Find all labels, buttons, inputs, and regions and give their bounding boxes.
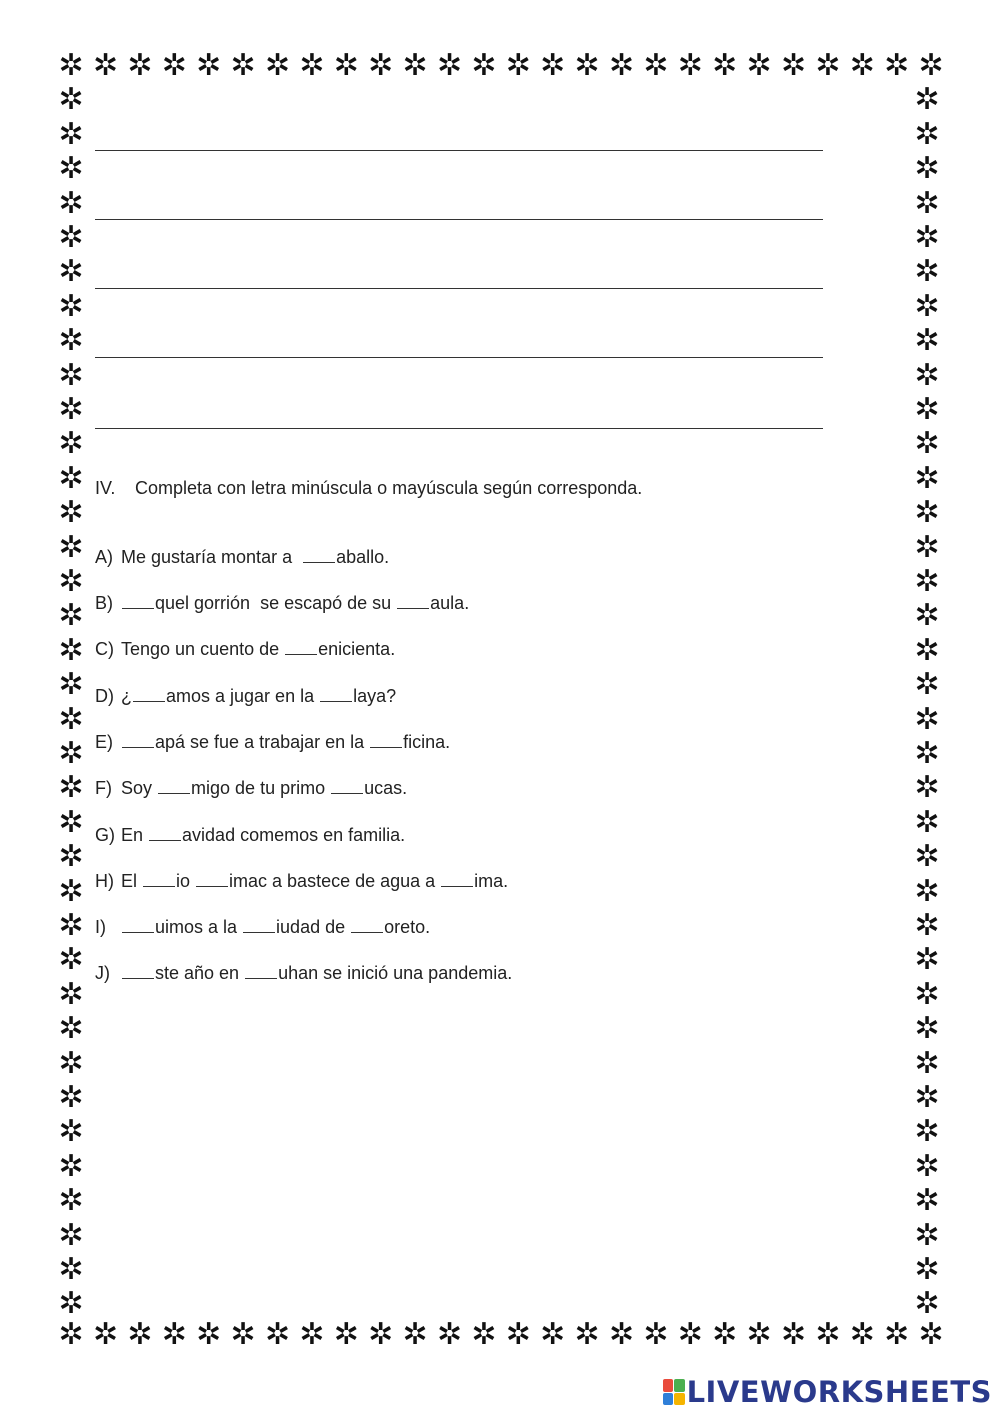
border-star-icon: ✲ bbox=[914, 460, 940, 496]
border-star-icon: ✲ bbox=[914, 701, 940, 737]
border-star-icon: ✲ bbox=[677, 1317, 703, 1352]
item-text: uimos a la bbox=[155, 917, 243, 937]
border-star-icon: ✲ bbox=[884, 48, 910, 83]
border-star-icon: ✲ bbox=[914, 770, 940, 806]
border-star-icon: ✲ bbox=[914, 288, 940, 324]
border-star-icon: ✲ bbox=[58, 1252, 84, 1287]
item-letter: B) bbox=[95, 593, 113, 613]
exercise-item bbox=[95, 639, 395, 660]
border-star-icon: ✲ bbox=[914, 736, 940, 771]
blank-field[interactable] bbox=[351, 918, 383, 933]
answer-line[interactable] bbox=[95, 288, 823, 289]
border-star-icon: ✲ bbox=[746, 1317, 772, 1352]
item-letter: H) bbox=[95, 871, 114, 891]
border-star-icon: ✲ bbox=[196, 48, 222, 83]
border-star-icon: ✲ bbox=[58, 220, 84, 255]
item-letter: C) bbox=[95, 639, 114, 659]
blank-field[interactable] bbox=[285, 640, 317, 655]
item-text: aballo. bbox=[336, 547, 390, 567]
exercise-item bbox=[95, 871, 508, 892]
border-star-icon: ✲ bbox=[914, 942, 940, 978]
blank-field[interactable] bbox=[133, 687, 165, 702]
border-star-icon: ✲ bbox=[58, 1217, 84, 1253]
border-star-icon: ✲ bbox=[815, 1317, 841, 1352]
item-letter: G) bbox=[95, 825, 115, 845]
blank-field[interactable] bbox=[196, 872, 228, 887]
border-star-icon: ✲ bbox=[914, 392, 940, 427]
border-star-icon: ✲ bbox=[914, 564, 940, 599]
blank-field[interactable] bbox=[397, 594, 429, 609]
border-star-icon: ✲ bbox=[914, 839, 940, 875]
exercise-item bbox=[95, 593, 469, 614]
item-text: ficina. bbox=[403, 732, 451, 752]
border-star-icon: ✲ bbox=[58, 48, 84, 83]
blank-field[interactable] bbox=[122, 918, 154, 933]
border-star-icon: ✲ bbox=[368, 48, 394, 83]
border-star-icon: ✲ bbox=[914, 357, 940, 393]
exercise-item bbox=[95, 825, 405, 846]
liveworksheets-logo bbox=[663, 1375, 992, 1409]
border-star-icon: ✲ bbox=[780, 1317, 806, 1352]
border-star-icon: ✲ bbox=[299, 1317, 325, 1352]
item-text: oreto. bbox=[384, 917, 431, 937]
border-star-icon: ✲ bbox=[914, 908, 940, 943]
blank-field[interactable] bbox=[122, 733, 154, 748]
blank-field[interactable] bbox=[149, 826, 181, 841]
answer-line[interactable] bbox=[95, 219, 823, 220]
border-star-icon: ✲ bbox=[58, 736, 84, 771]
exercise-item bbox=[95, 963, 512, 984]
border-star-icon: ✲ bbox=[643, 1317, 669, 1352]
border-star-icon: ✲ bbox=[914, 873, 940, 909]
exercise-item bbox=[95, 732, 450, 753]
border-star-icon: ✲ bbox=[58, 288, 84, 324]
item-letter: J) bbox=[95, 963, 110, 983]
border-star-icon: ✲ bbox=[608, 1317, 634, 1352]
border-star-icon: ✲ bbox=[58, 82, 84, 118]
exercise-item bbox=[95, 686, 396, 707]
border-star-icon: ✲ bbox=[58, 804, 84, 840]
border-star-icon: ✲ bbox=[914, 632, 940, 668]
border-star-icon: ✲ bbox=[914, 598, 940, 634]
item-text: imac a bastece de agua a bbox=[229, 871, 441, 891]
border-star-icon: ✲ bbox=[127, 1317, 153, 1352]
border-star-icon: ✲ bbox=[914, 220, 940, 255]
border-star-icon: ✲ bbox=[58, 667, 84, 703]
border-star-icon: ✲ bbox=[849, 1317, 875, 1352]
border-star-icon: ✲ bbox=[368, 1317, 394, 1352]
border-star-icon: ✲ bbox=[58, 1148, 84, 1184]
item-text: ima. bbox=[474, 871, 509, 891]
logo-text: LIVEWORKSHEETS bbox=[686, 1375, 992, 1409]
item-text: ste año en bbox=[155, 963, 245, 983]
border-star-icon: ✲ bbox=[58, 1114, 84, 1150]
border-star-icon: ✲ bbox=[780, 48, 806, 83]
border-star-icon: ✲ bbox=[914, 82, 940, 118]
border-star-icon: ✲ bbox=[914, 151, 940, 187]
border-star-icon: ✲ bbox=[914, 1286, 940, 1322]
border-star-icon: ✲ bbox=[299, 48, 325, 83]
item-text: aula. bbox=[430, 593, 470, 613]
border-star-icon: ✲ bbox=[914, 976, 940, 1012]
border-star-icon: ✲ bbox=[58, 185, 84, 221]
border-star-icon: ✲ bbox=[436, 48, 462, 83]
border-star-icon: ✲ bbox=[918, 48, 944, 83]
blank-field[interactable] bbox=[245, 964, 277, 979]
answer-line[interactable] bbox=[95, 357, 823, 358]
border-star-icon: ✲ bbox=[914, 116, 940, 152]
border-star-icon: ✲ bbox=[58, 598, 84, 634]
border-star-icon: ✲ bbox=[196, 1317, 222, 1352]
border-star-icon: ✲ bbox=[58, 151, 84, 187]
border-star-icon: ✲ bbox=[58, 426, 84, 462]
item-text: ucas. bbox=[364, 778, 408, 798]
item-text: En bbox=[121, 825, 149, 845]
item-letter: A) bbox=[95, 547, 113, 567]
border-star-icon: ✲ bbox=[884, 1317, 910, 1352]
section-heading bbox=[95, 478, 642, 499]
border-star-icon: ✲ bbox=[505, 48, 531, 83]
border-star-icon: ✲ bbox=[608, 48, 634, 83]
border-star-icon: ✲ bbox=[914, 1252, 940, 1287]
item-text: Me gustaría montar a bbox=[121, 547, 303, 567]
item-text: migo de tu primo bbox=[191, 778, 331, 798]
blank-field[interactable] bbox=[441, 872, 473, 887]
border-star-icon: ✲ bbox=[436, 1317, 462, 1352]
border-star-icon: ✲ bbox=[914, 1114, 940, 1150]
item-letter: F) bbox=[95, 778, 112, 798]
border-star-icon: ✲ bbox=[914, 1183, 940, 1219]
border-star-icon: ✲ bbox=[914, 1217, 940, 1253]
border-star-icon: ✲ bbox=[92, 48, 118, 83]
item-text: Tengo un cuento de bbox=[121, 639, 285, 659]
border-star-icon: ✲ bbox=[677, 48, 703, 83]
section-instruction: Completa con letra minúscula o mayúscula según corresponda. bbox=[135, 478, 643, 498]
border-star-icon: ✲ bbox=[230, 48, 256, 83]
border-star-icon: ✲ bbox=[914, 323, 940, 359]
answer-line[interactable] bbox=[95, 150, 823, 151]
border-star-icon: ✲ bbox=[914, 1148, 940, 1184]
blank-field[interactable] bbox=[122, 594, 154, 609]
blank-field[interactable] bbox=[143, 872, 175, 887]
border-star-icon: ✲ bbox=[914, 804, 940, 840]
blank-field[interactable] bbox=[243, 918, 275, 933]
blank-field[interactable] bbox=[122, 964, 154, 979]
item-text: avidad comemos en familia. bbox=[182, 825, 406, 845]
border-star-icon: ✲ bbox=[58, 1286, 84, 1322]
border-star-icon: ✲ bbox=[58, 1045, 84, 1081]
item-text: laya? bbox=[353, 686, 397, 706]
border-star-icon: ✲ bbox=[230, 1317, 256, 1352]
border-star-icon: ✲ bbox=[58, 357, 84, 393]
border-star-icon: ✲ bbox=[505, 1317, 531, 1352]
border-star-icon: ✲ bbox=[333, 48, 359, 83]
item-text: apá se fue a trabajar en la bbox=[155, 732, 370, 752]
item-text: uhan se inició una pandemia. bbox=[278, 963, 513, 983]
border-star-icon: ✲ bbox=[58, 873, 84, 909]
border-star-icon: ✲ bbox=[58, 701, 84, 737]
border-star-icon: ✲ bbox=[58, 1011, 84, 1047]
border-star-icon: ✲ bbox=[58, 323, 84, 359]
blank-field[interactable] bbox=[331, 779, 363, 794]
border-star-icon: ✲ bbox=[574, 48, 600, 83]
border-star-icon: ✲ bbox=[92, 1317, 118, 1352]
answer-line[interactable] bbox=[95, 428, 823, 429]
border-star-icon: ✲ bbox=[712, 1317, 738, 1352]
border-star-icon: ✲ bbox=[849, 48, 875, 83]
logo-badge-icon bbox=[663, 1379, 685, 1405]
border-star-icon: ✲ bbox=[712, 48, 738, 83]
border-star-icon: ✲ bbox=[58, 976, 84, 1012]
exercise-item bbox=[95, 547, 389, 568]
border-star-icon: ✲ bbox=[914, 1045, 940, 1081]
border-star-icon: ✲ bbox=[58, 460, 84, 496]
border-star-icon: ✲ bbox=[914, 529, 940, 565]
border-star-icon: ✲ bbox=[574, 1317, 600, 1352]
item-text: Soy bbox=[121, 778, 158, 798]
border-star-icon: ✲ bbox=[58, 392, 84, 427]
border-star-icon: ✲ bbox=[471, 48, 497, 83]
border-star-icon: ✲ bbox=[58, 908, 84, 943]
border-star-icon: ✲ bbox=[161, 1317, 187, 1352]
exercise-item bbox=[95, 917, 430, 938]
border-star-icon: ✲ bbox=[914, 426, 940, 462]
border-star-icon: ✲ bbox=[643, 48, 669, 83]
border-star-icon: ✲ bbox=[914, 1080, 940, 1115]
item-letter: E) bbox=[95, 732, 113, 752]
item-letter: I) bbox=[95, 917, 106, 937]
border-star-icon: ✲ bbox=[746, 48, 772, 83]
border-star-icon: ✲ bbox=[402, 48, 428, 83]
border-star-icon: ✲ bbox=[333, 1317, 359, 1352]
border-star-icon: ✲ bbox=[58, 1183, 84, 1219]
border-star-icon: ✲ bbox=[540, 48, 566, 83]
blank-field[interactable] bbox=[158, 779, 190, 794]
border-star-icon: ✲ bbox=[58, 1317, 84, 1352]
item-text: io bbox=[176, 871, 196, 891]
border-star-icon: ✲ bbox=[815, 48, 841, 83]
border-star-icon: ✲ bbox=[58, 632, 84, 668]
item-text: iudad de bbox=[276, 917, 351, 937]
exercise-item bbox=[95, 778, 407, 799]
border-star-icon: ✲ bbox=[914, 1011, 940, 1047]
blank-field[interactable] bbox=[370, 733, 402, 748]
item-text: enicienta. bbox=[318, 639, 396, 659]
border-star-icon: ✲ bbox=[161, 48, 187, 83]
item-text: quel gorrión se escapó de su bbox=[155, 593, 397, 613]
border-star-icon: ✲ bbox=[58, 495, 84, 531]
border-star-icon: ✲ bbox=[918, 1317, 944, 1352]
border-star-icon: ✲ bbox=[58, 839, 84, 875]
border-star-icon: ✲ bbox=[58, 254, 84, 290]
item-text: ¿ bbox=[121, 686, 132, 706]
border-star-icon: ✲ bbox=[540, 1317, 566, 1352]
border-star-icon: ✲ bbox=[264, 48, 290, 83]
border-star-icon: ✲ bbox=[58, 770, 84, 806]
border-star-icon: ✲ bbox=[58, 116, 84, 152]
border-star-icon: ✲ bbox=[914, 495, 940, 531]
item-letter: D) bbox=[95, 686, 114, 706]
border-star-icon: ✲ bbox=[58, 564, 84, 599]
border-star-icon: ✲ bbox=[914, 185, 940, 221]
section-number: IV. bbox=[95, 478, 116, 498]
blank-field[interactable] bbox=[303, 548, 335, 563]
border-star-icon: ✲ bbox=[58, 529, 84, 565]
item-text: El bbox=[121, 871, 143, 891]
border-star-icon: ✲ bbox=[402, 1317, 428, 1352]
border-star-icon: ✲ bbox=[471, 1317, 497, 1352]
border-star-icon: ✲ bbox=[127, 48, 153, 83]
border-star-icon: ✲ bbox=[264, 1317, 290, 1352]
item-text: amos a jugar en la bbox=[166, 686, 320, 706]
border-star-icon: ✲ bbox=[58, 942, 84, 978]
border-star-icon: ✲ bbox=[914, 254, 940, 290]
border-star-icon: ✲ bbox=[914, 667, 940, 703]
border-star-icon: ✲ bbox=[58, 1080, 84, 1115]
blank-field[interactable] bbox=[320, 687, 352, 702]
